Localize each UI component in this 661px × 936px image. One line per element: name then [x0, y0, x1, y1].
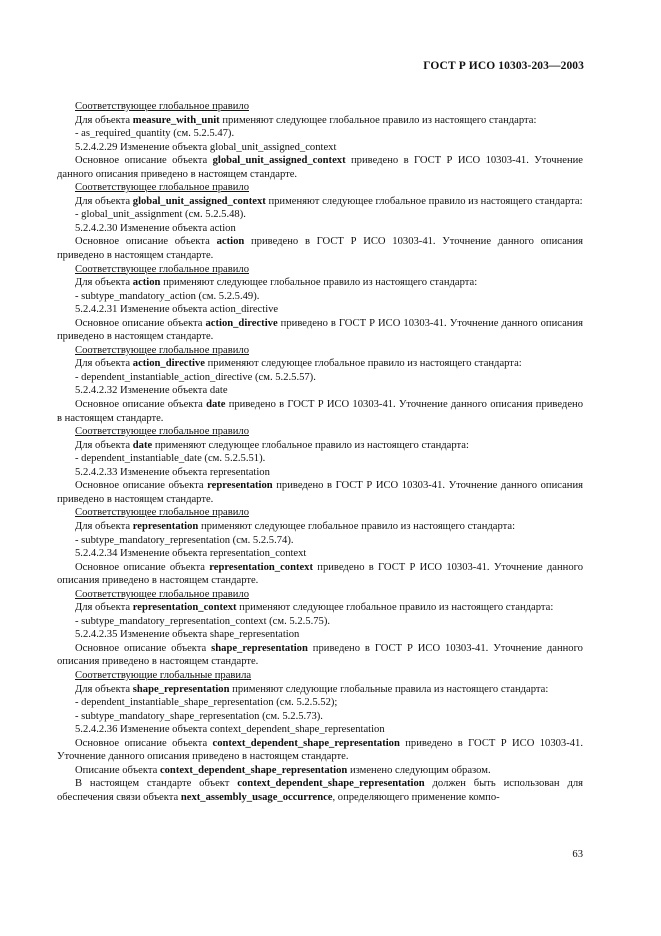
- entity-name: measure_with_unit: [132, 114, 220, 126]
- paragraph: 5.2.4.2.36 Изменение объекта context_dependent_shape_representation: [75, 724, 385, 736]
- paragraph: - subtype_mandatory_representation_context (см. 5.2.5.75).: [75, 615, 330, 627]
- rule-heading: [57, 588, 583, 602]
- paragraph: 5.2.4.2.31 Изменение объекта action_directive: [75, 304, 279, 316]
- paragraph: 5.2.4.2.32 Изменение объекта date: [75, 385, 228, 397]
- paragraph: 5.2.4.2.35 Изменение объекта shape_representation: [75, 629, 300, 641]
- entity-name: shape_representation: [211, 642, 308, 654]
- paragraph: Для объекта shape_representation применяют следующие глобальные правила из настоящего стандарта:: [75, 683, 549, 695]
- entity-name: global_unit_assigned_context: [212, 155, 346, 167]
- paragraph: - as_required_quantity (см. 5.2.5.47).: [75, 128, 235, 140]
- rule-heading-text: Соответствующее глобальное правило: [75, 426, 250, 438]
- entity-name: date: [132, 439, 153, 451]
- paragraph: 5.2.4.2.33 Изменение объекта representation: [75, 466, 270, 478]
- rule-heading: [57, 425, 583, 439]
- document-body: [57, 100, 583, 804]
- paragraph: Для объекта measure_with_unit применяют следующее глобальное правило из настоящего стандарта:: [75, 114, 537, 126]
- rule-heading-text: Соответствующее глобальное правило: [75, 182, 250, 194]
- paragraph: Для объекта action_directive применяют следующее глобальное правило из настоящего стандарта:: [75, 358, 522, 370]
- paragraph: Для объекта action применяют следующее глобальное правило из настоящего стандарта:: [75, 277, 478, 289]
- paragraph: Основное описание объекта action приведено в ГОСТ Р ИСО 10303-41. Уточнение данного описания приведено в настоящем стандарте.: [57, 236, 583, 262]
- entity-name: representation: [132, 520, 199, 532]
- rule-heading: [57, 669, 583, 683]
- paragraph: 5.2.4.2.29 Изменение объекта global_unit_assigned_context: [75, 141, 337, 153]
- rule-heading-text: Соответствующее глобальное правило: [75, 101, 250, 112]
- entity-name: action: [216, 236, 245, 248]
- paragraph: Основное описание объекта global_unit_assigned_context приведено в ГОСТ Р ИСО 10303-41. Уточнение данного описания приведено в настоящем стандарте.: [57, 155, 583, 180]
- entity-name: representation_context: [209, 561, 314, 573]
- rule-heading-text: Соответствующее глобальное правило: [75, 507, 250, 519]
- paragraph: - subtype_mandatory_shape_representation (см. 5.2.5.73).: [75, 710, 323, 722]
- rule-heading-text: Соответствующее глобальное правило: [75, 344, 250, 356]
- entity-name: shape_representation: [132, 683, 230, 695]
- paragraph: Основное описание объекта context_dependent_shape_representation приведено в ГОСТ Р ИСО 10303-41. Уточнение данного описания приведено в настоящем стандарте.: [57, 737, 583, 763]
- entity-name: date: [206, 399, 226, 411]
- paragraph: 5.2.4.2.30 Изменение объекта action: [75, 222, 236, 234]
- entity-name: action_directive: [132, 358, 205, 370]
- entity-name: representation_context: [132, 602, 237, 614]
- rule-heading: [57, 181, 583, 195]
- paragraph: Для объекта representation применяют следующее глобальное правило из настоящего стандарта:: [75, 520, 516, 532]
- paragraph: - dependent_instantiable_date (см. 5.2.5.51).: [75, 453, 266, 465]
- paragraph: - dependent_instantiable_shape_representation (см. 5.2.5.52);: [75, 697, 338, 709]
- paragraph: - dependent_instantiable_action_directive (см. 5.2.5.57).: [75, 371, 316, 383]
- entity-name: context_dependent_shape_representation: [237, 778, 425, 790]
- paragraph: - subtype_mandatory_action (см. 5.2.5.49).: [75, 290, 260, 302]
- rule-heading-text: Соответствующее глобальное правило: [75, 263, 250, 275]
- paragraph: Описание объекта context_dependent_shape_representation изменено следующим образом.: [75, 764, 491, 776]
- paragraph: Основное описание объекта date приведено в ГОСТ Р ИСО 10303-41. Уточнение данного описания приведено в настоящем стандарте.: [57, 399, 583, 424]
- rule-heading-text: Соответствующие глобальные правила: [75, 669, 252, 681]
- entity-name: context_dependent_shape_representation: [212, 737, 400, 749]
- rule-heading: [57, 100, 583, 114]
- paragraph: 5.2.4.2.34 Изменение объекта representation_context: [75, 548, 307, 560]
- paragraph: Основное описание объекта representation_context приведено в ГОСТ Р ИСО 10303-41. Уточнение данного описания приведено в настоящем стандарте.: [57, 561, 583, 587]
- paragraph: Для объекта global_unit_assigned_context применяют следующее глобальное правило из настоящего стандарта:: [75, 195, 583, 207]
- rule-heading-text: Соответствующее глобальное правило: [75, 588, 250, 600]
- paragraph: - global_unit_assignment (см. 5.2.5.48).: [75, 209, 246, 221]
- paragraph: Основное описание объекта representation приведено в ГОСТ Р ИСО 10303-41. Уточнение данного описания приведено в настоящем стандарте.: [57, 480, 583, 505]
- entity-name: global_unit_assigned_context: [132, 195, 266, 207]
- page-number: 63: [572, 849, 583, 860]
- entity-name: next_assembly_usage_occurrence: [180, 791, 333, 803]
- paragraph: Основное описание объекта action_directive приведено в ГОСТ Р ИСО 10303-41. Уточнение данного описания приведено в настоящем стандарте.: [57, 317, 583, 343]
- paragraph: Основное описание объекта shape_representation приведено в ГОСТ Р ИСО 10303-41. Уточнение данного описания приведено в настоящем стандарте.: [57, 642, 583, 668]
- rule-heading: [57, 263, 583, 277]
- entity-name: action_directive: [205, 317, 278, 329]
- paragraph: Для объекта date применяют следующее глобальное правило из настоящего стандарта:: [75, 439, 469, 451]
- paragraph: Для объекта representation_context применяют следующее глобальное правило из настоящего стандарта:: [75, 602, 554, 614]
- entity-name: action: [132, 277, 161, 289]
- rule-heading: [57, 344, 583, 358]
- entity-name: context_dependent_shape_representation: [159, 764, 348, 776]
- rule-heading: [57, 506, 583, 520]
- paragraph: - subtype_mandatory_representation (см. 5.2.5.74).: [75, 534, 294, 546]
- entity-name: representation: [207, 480, 273, 492]
- document-header: ГОСТ Р ИСО 10303-203—2003: [423, 60, 584, 72]
- paragraph: В настоящем стандарте объект context_dependent_shape_representation должен быть использован для обеспечения связи объекта next_assembly_usage_occurrence, определяющего применение компо-: [57, 778, 583, 803]
